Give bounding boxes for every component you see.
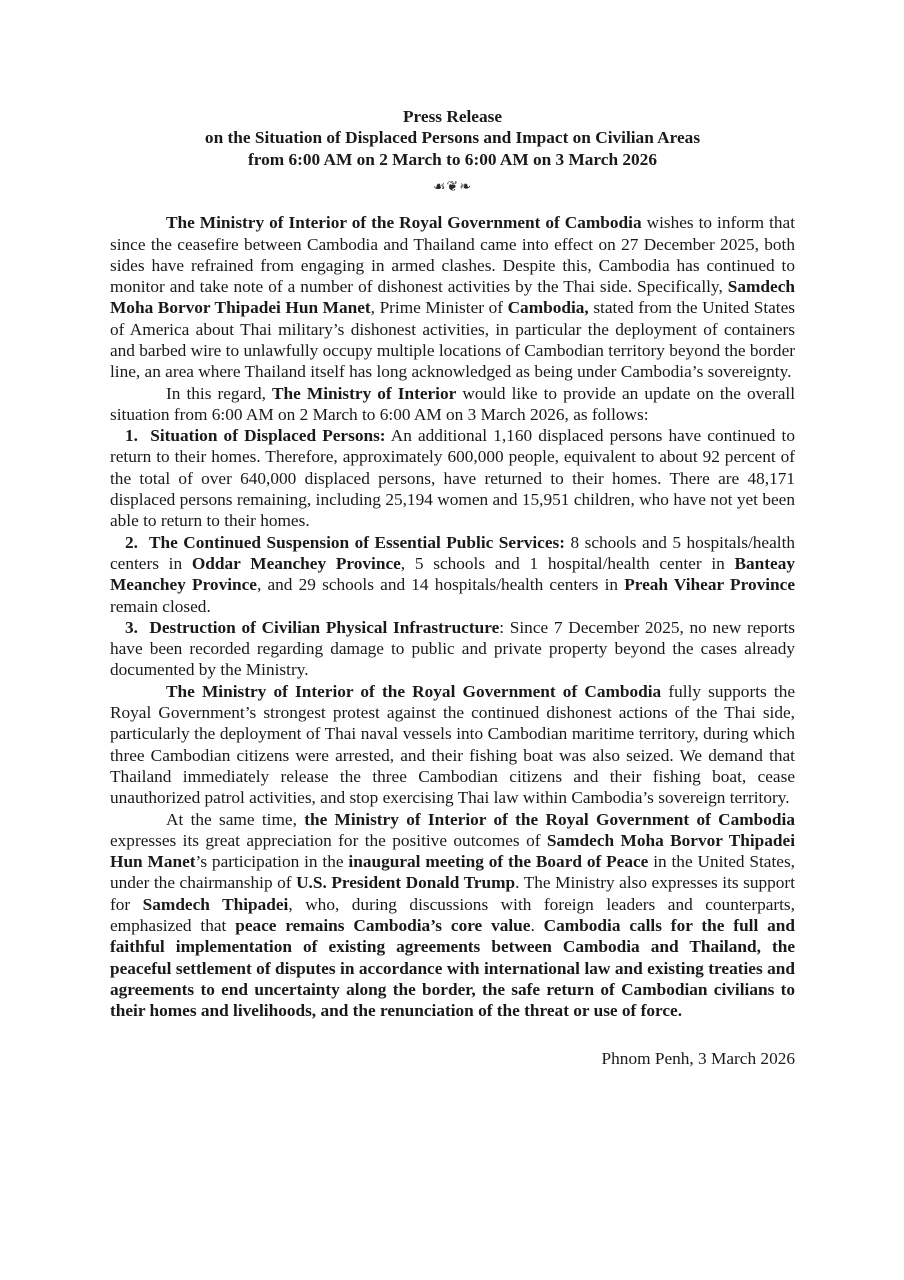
- paragraph: The Ministry of Interior of the Royal Government of Cambodia fully supports the Royal Government’s strongest protest against the continued dishonest actions of the Thai side, particularly the deployment of Thai naval vessels into Cambodian maritime territory, during which three Cambodian citizens were arrested, and their fishing boat was also seized. We demand that Thailand immediately release the three Cambodian citizens and their fishing boat, cease unauthorized patrol activities, and stop exercising Thai law within Cambodia’s sovereign territory.: [110, 681, 795, 808]
- dateline: Phnom Penh, 3 March 2026: [601, 1048, 795, 1068]
- paragraph: The Ministry of Interior of the Royal Government of Cambodia wishes to inform that since the ceasefire between Cambodia and Thailand came into effect on 27 December 2025, both sides have refrained from engaging in armed clashes. Despite this, Cambodia has continued to monitor and take note of a number of dishonest activities by the Thai side. Specifically, Samdech Moha Borvor Thipadei Hun Manet, Prime Minister of Cambodia, stated from the United States of America about Thai military’s dishonest activities, in particular the deployment of containers and barbed wire to unlawfully occupy multiple locations of Cambodian territory beyond the border line, an area where Thailand itself has long acknowledged as being under Cambodia’s sovereignty.: [110, 213, 796, 382]
- paragraph: At the same time, the Ministry of Interior of the Royal Government of Cambodia expresses its great appreciation for the positive outcomes of Samdech Moha Borvor Thipadei Hun Manet’s participation in the inaugural meeting of the Board of Peace in the United States, under the chairmanship of U.S. President Donald Trump. The Ministry also expresses its support for Samdech Thipadei, who, during discussions with foreign leaders and counterparts, emphasized that peace remains Cambodia’s core value. Cambodia calls for the full and faithful implementation of existing agreements between Cambodia and Thailand, the peaceful settlement of disputes in accordance with international law and existing treaties and agreements to end uncertainty along the border, the safe return of Cambodian civilians to their homes and livelihoods, and the renunciation of the threat or use of force.: [110, 809, 796, 1021]
- floral-divider-ornament: ☙❦❧: [432, 179, 472, 196]
- title-line-2: on the Situation of Displaced Persons and Impact on Civilian Areas: [204, 128, 701, 148]
- paragraph: 3. Destruction of Civilian Physical Infrastructure: Since 7 December 2025, no new reports have been recorded regarding damage to public and private property beyond the cases already documented by the Ministry.: [110, 617, 795, 680]
- document-title: [110, 106, 795, 170]
- document-body: [110, 212, 795, 1021]
- paragraph: 1. Situation of Displaced Persons: An additional 1,160 displaced persons have continued to return to their homes. Therefore, approximately 600,000 people, equivalent to about 92 percent of the total of over 640,000 displaced persons, have returned to their homes. There are 48,171 displaced persons remaining, including 25,194 women and 15,951 children, who have not yet been able to return to their homes.: [110, 426, 795, 531]
- paragraph: In this regard, The Ministry of Interior would like to provide an update on the overall situation from 6:00 AM on 2 March to 6:00 AM on 3 March 2026, as follows:: [110, 383, 795, 424]
- title-line-3: from 6:00 AM on 2 March to 6:00 AM on 3 March 2026: [248, 149, 657, 169]
- title-line-1: Press Release: [402, 107, 502, 126]
- paragraph: 2. The Continued Suspension of Essential Public Services: 8 schools and 5 hospitals/health centers in Oddar Meanchey Province, 5 schools and 1 hospital/health center in Banteay Meanchey Province, and 29 schools and 14 hospitals/health centers in Preah Vihear Province remain closed.: [110, 532, 796, 616]
